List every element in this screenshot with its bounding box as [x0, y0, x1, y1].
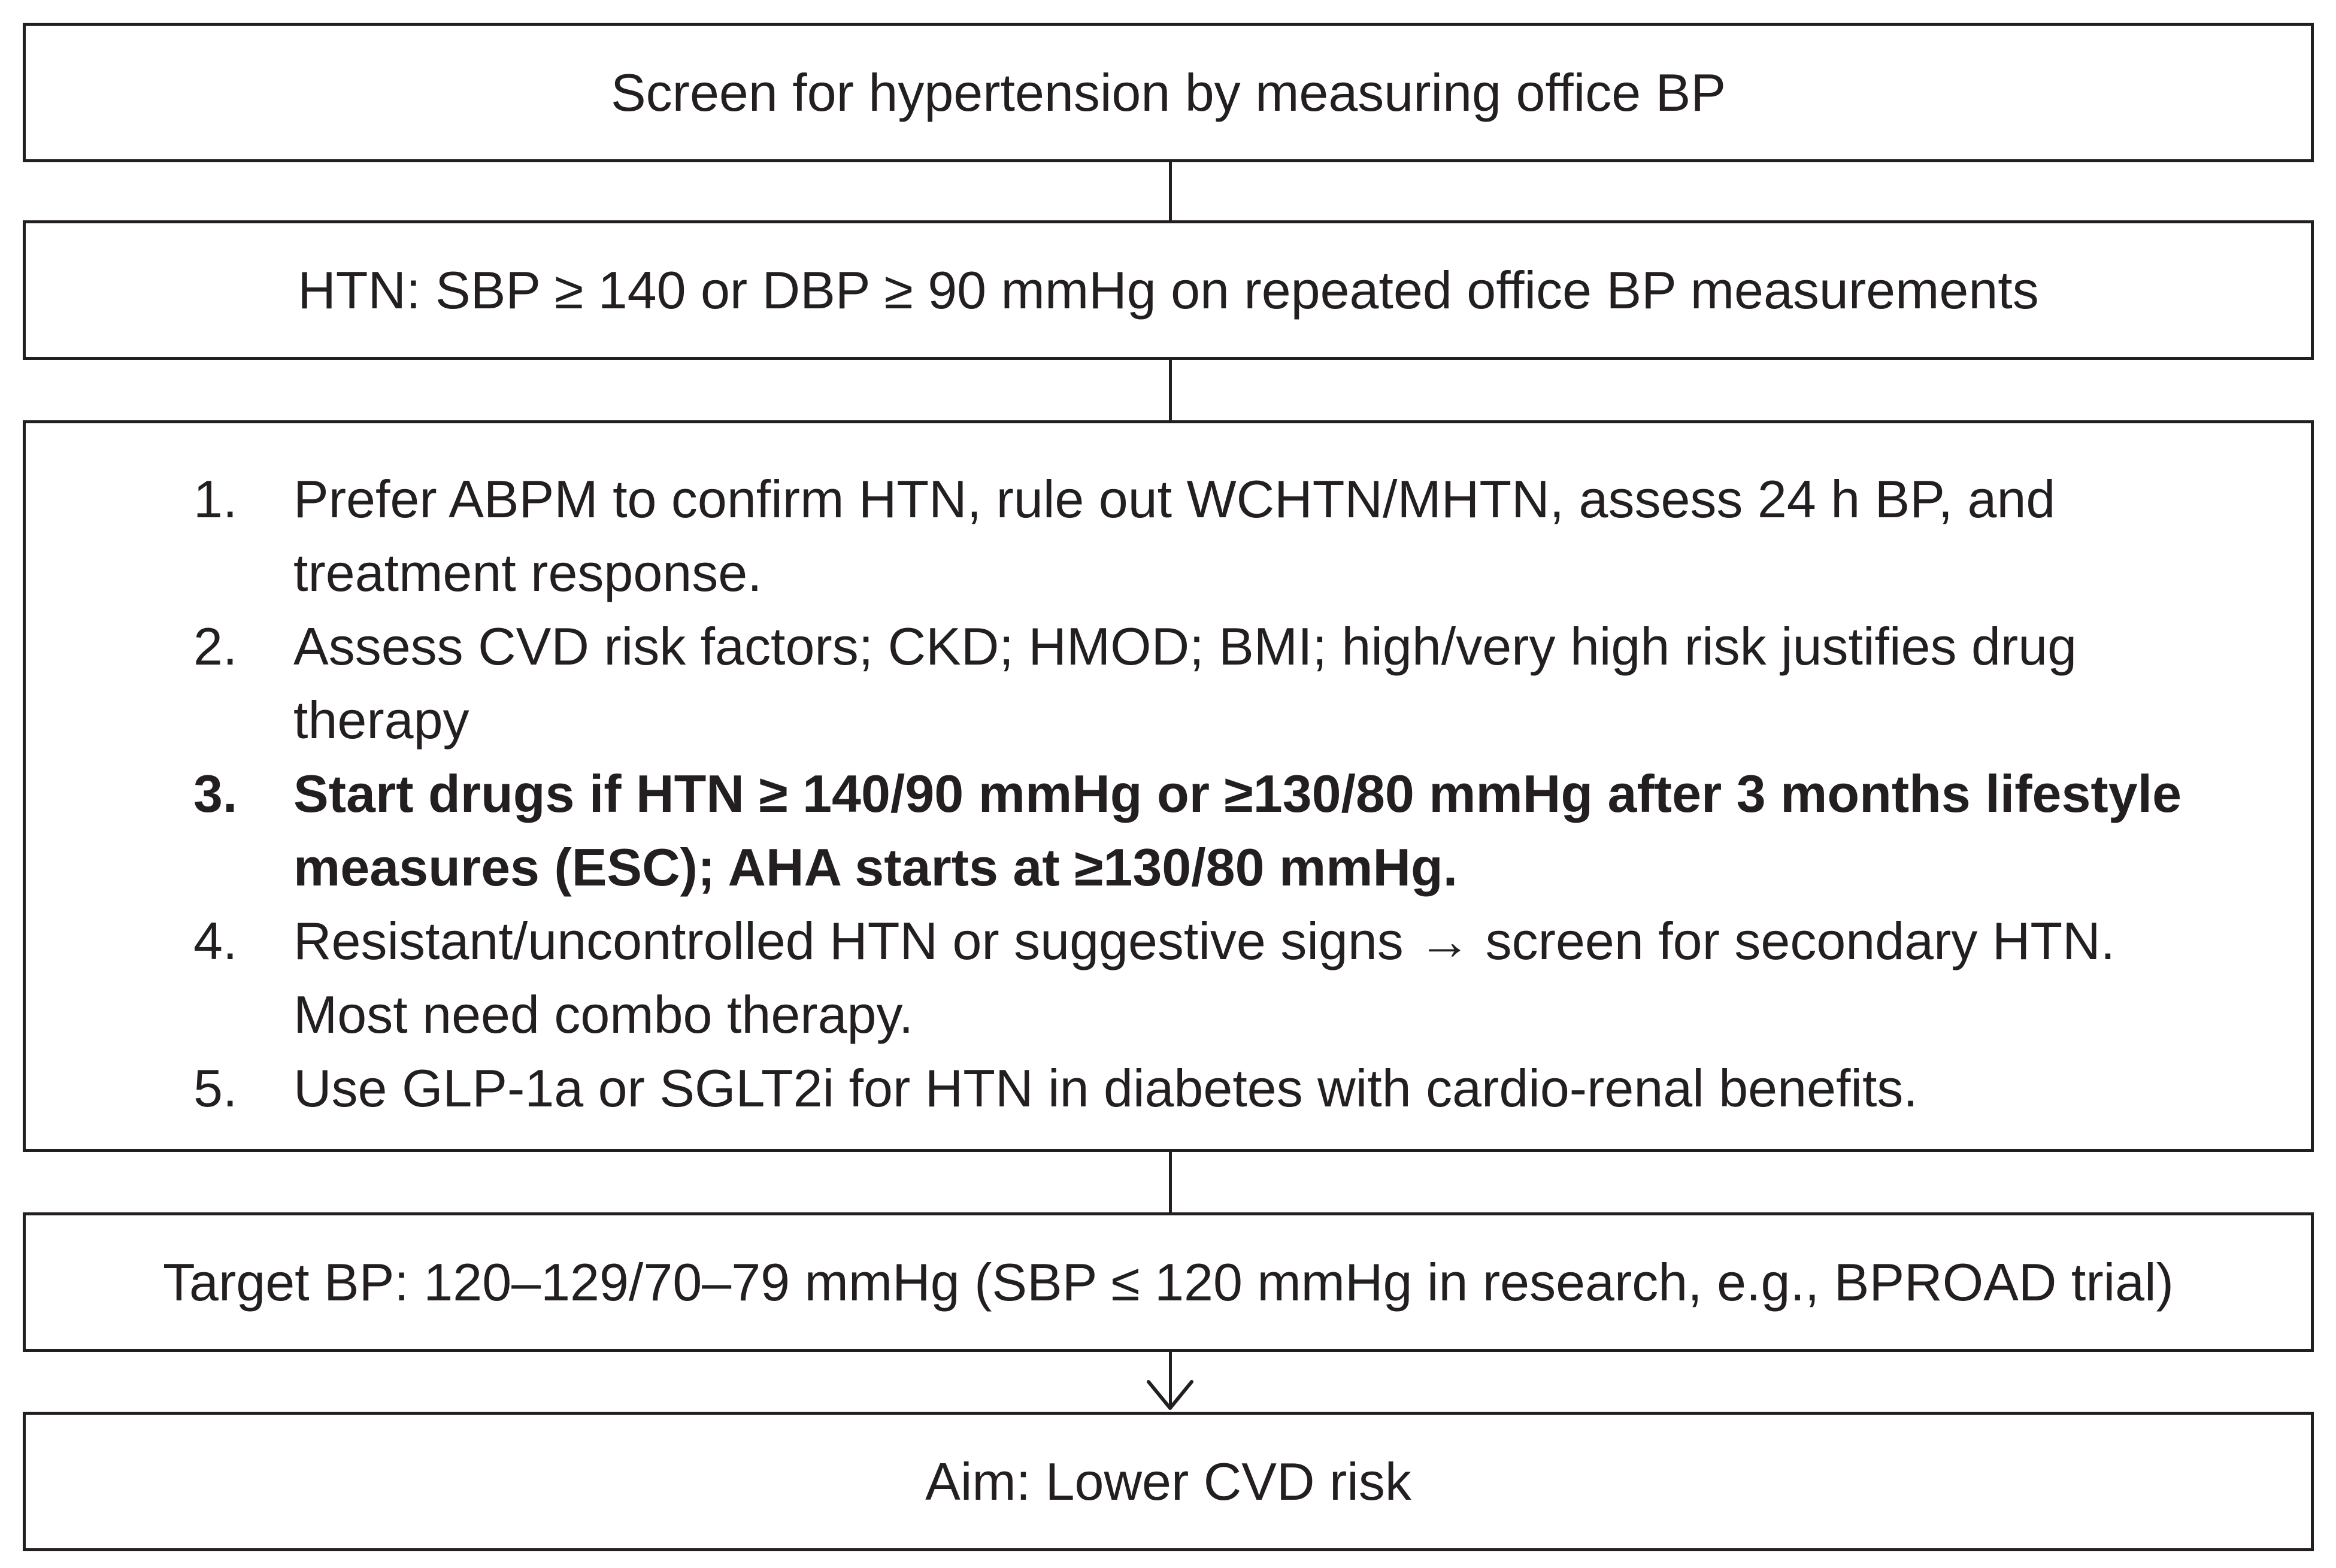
diagnosis-text: HTN: SBP ≥ 140 or DBP ≥ 90 mmHg on repeated office BP measurements: [298, 260, 2039, 320]
screening-box: [23, 23, 2314, 162]
list-item-number: 5.: [193, 1059, 238, 1118]
list-item: [193, 462, 2193, 609]
list-item: [193, 904, 2193, 1051]
connector-line-2: [1169, 360, 1172, 420]
list-item: [193, 609, 2193, 757]
management-steps-box: [23, 420, 2314, 1152]
list-item-text: Resistant/uncontrolled HTN or suggestive signs → screen for secondary HTN. Most need combo therapy.: [293, 911, 2116, 1044]
arrow-down-icon: [1146, 1377, 1194, 1413]
aim-text: Aim: Lower CVD risk: [925, 1451, 1411, 1511]
list-item-number: 1.: [193, 469, 238, 529]
list-item-number: 3.: [193, 764, 238, 823]
list-item-text: Prefer ABPM to confirm HTN, rule out WCHTN/MHTN, assess 24 h BP, and treatment response.: [293, 469, 2056, 602]
management-steps-list: [193, 462, 2193, 1125]
connector-line-3: [1169, 1152, 1172, 1212]
connector-line-1: [1169, 162, 1172, 220]
list-item-number: 4.: [193, 911, 238, 970]
list-item-text: Assess CVD risk factors; CKD; HMOD; BMI; high/very high risk justifies drug therapy: [293, 617, 2077, 750]
aim-box: [23, 1412, 2314, 1551]
target-bp-box: [23, 1212, 2314, 1352]
screening-text: Screen for hypertension by measuring office BP: [610, 62, 1726, 122]
list-item-text: Use GLP-1a or SGLT2i for HTN in diabetes with cardio-renal benefits.: [293, 1059, 1918, 1118]
list-item-text: Start drugs if HTN ≥ 140/90 mmHg or ≥130/80 mmHg after 3 months lifestyle measures (ESC); AHA starts at ≥130/80 mmHg.: [293, 764, 2182, 897]
list-item: [193, 757, 2193, 904]
list-item: [193, 1051, 2193, 1125]
list-item-number: 2.: [193, 617, 238, 676]
diagnosis-box: [23, 220, 2314, 360]
target-bp-text: Target BP: 120–129/70–79 mmHg (SBP ≤ 120 mmHg in research, e.g., BPROAD trial): [163, 1252, 2174, 1312]
